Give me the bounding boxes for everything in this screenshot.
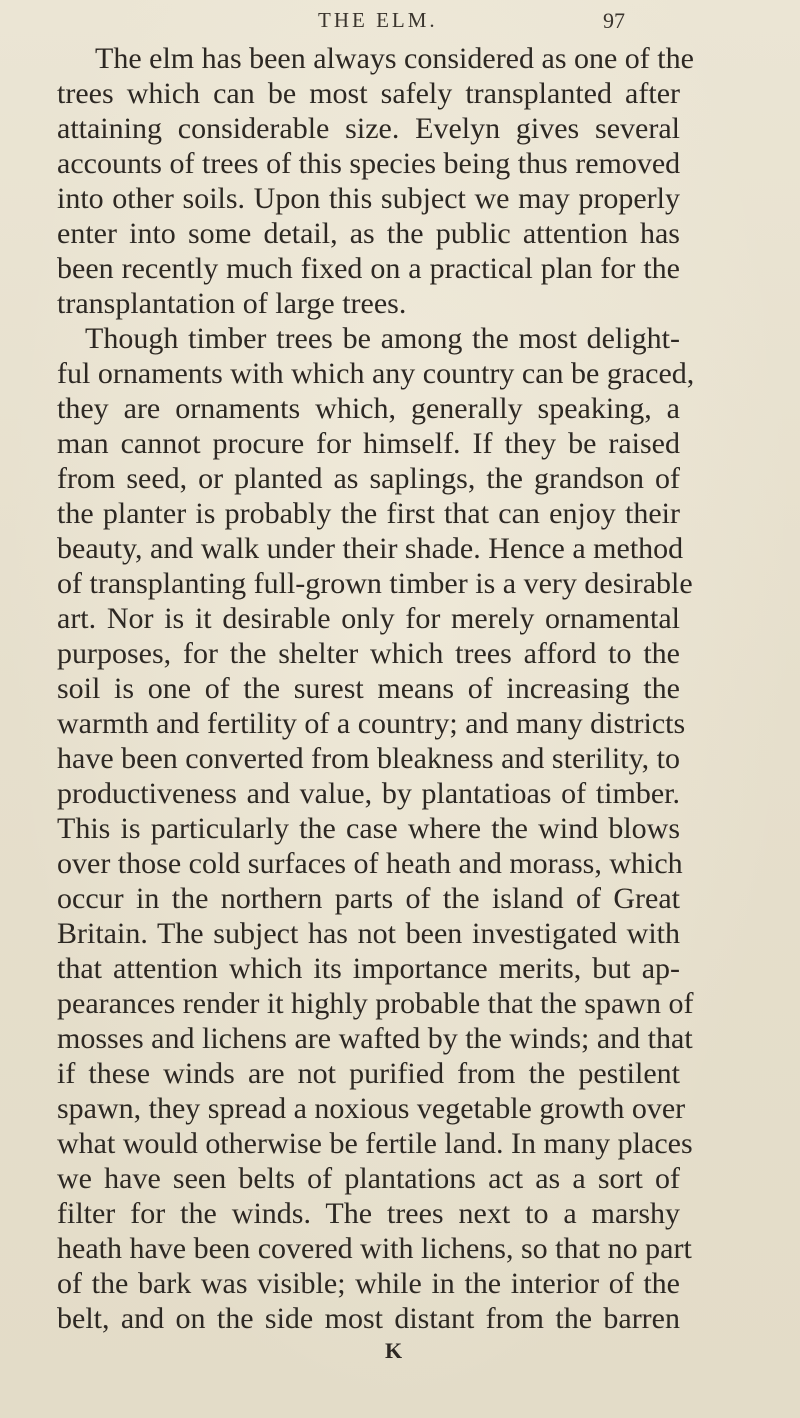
text-line: This is particularly the case where the wind blows [57, 812, 680, 845]
text-line: of the bark was visible; while in the interior of the [57, 1267, 680, 1300]
text-line: beauty, and walk under their shade. Hence a method [57, 532, 684, 565]
text-line: trees which can be most safely transplanted after [57, 77, 680, 110]
text-line: Though timber trees be among the most delight- [85, 322, 680, 355]
text-line: over those cold surfaces of heath and morass, which [57, 847, 683, 880]
text-line: man cannot procure for himself. If they be raised [57, 427, 680, 460]
running-head [0, 6, 800, 36]
text-line: Britain. The subject has not been investigated with [57, 917, 680, 950]
signature-mark: K [385, 1338, 403, 1363]
text-line: been recently much fixed on a practical plan for the [57, 252, 680, 285]
page-number: 97 [603, 8, 625, 33]
text-line: pearances render it highly probable that the spawn of [57, 987, 694, 1020]
text-line: warmth and fertility of a country; and many districts [57, 707, 686, 740]
text-line: heath have been covered with lichens, so that no part [57, 1232, 692, 1265]
text-line: spawn, they spread a noxious vegetable growth over [57, 1092, 686, 1125]
text-line: productiveness and value, by plantatioas of timber. [57, 777, 680, 810]
text-line: that attention which its importance merits, but ap- [57, 952, 680, 985]
text-line: filter for the winds. The trees next to a marshy [57, 1197, 680, 1230]
text-line: enter into some detail, as the public attention has [57, 217, 680, 250]
text-line: the planter is probably the first that can enjoy their [57, 497, 680, 530]
text-line: occur in the northern parts of the island of Great [57, 882, 680, 915]
text-line: mosses and lichens are wafted by the winds; and that [57, 1022, 693, 1055]
text-line: ful ornaments with which any country can be graced, [57, 357, 695, 390]
text-line: belt, and on the side most distant from the barren [57, 1302, 680, 1335]
text-line: what would otherwise be fertile land. In many places [57, 1127, 693, 1160]
text-line: we have seen belts of plantations act as a sort of [57, 1162, 680, 1195]
text-line: they are ornaments which, generally speaking, a [57, 392, 680, 425]
text-line: if these winds are not purified from the pestilent [57, 1057, 680, 1090]
text-line: of transplanting full-grown timber is a very desirable [57, 567, 693, 600]
text-line: attaining considerable size. Evelyn gives several [57, 112, 680, 145]
text-line: have been converted from bleakness and sterility, to [57, 742, 680, 775]
text-line: into other soils. Upon this subject we may properly [57, 182, 680, 215]
text-line: art. Nor is it desirable only for merely ornamental [57, 602, 680, 635]
text-line: transplantation of large trees. [57, 287, 407, 320]
text-line: from seed, or planted as saplings, the grandson of [57, 462, 680, 495]
running-title: THE ELM. [318, 8, 438, 32]
text-line: accounts of trees of this species being thus removed [57, 147, 681, 180]
text-line: soil is one of the surest means of increasing the [57, 672, 680, 705]
text-line: purposes, for the shelter which trees afford to the [57, 637, 680, 670]
text-line: The elm has been always considered as one of the [95, 42, 694, 75]
